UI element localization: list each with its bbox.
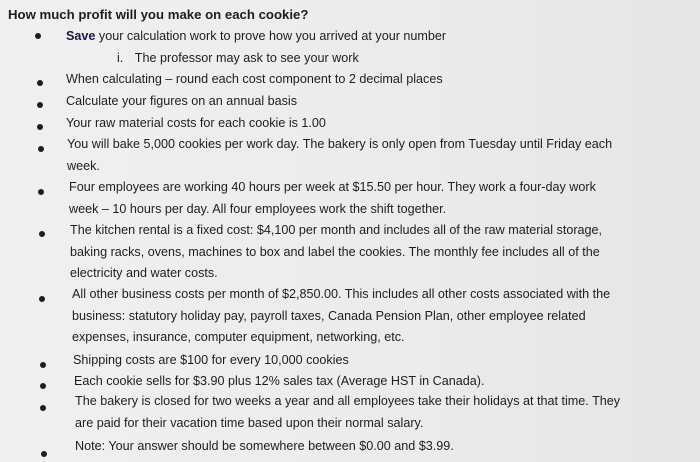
list-item xyxy=(66,113,326,135)
list-item-line: All other business costs per month of $2,850.00. This includes all other costs associated with the xyxy=(72,287,611,301)
list-item-text: Your raw material costs for each cookie is 1.00 xyxy=(66,116,326,130)
list-item xyxy=(75,391,620,434)
bullet-icon xyxy=(39,296,45,302)
sub-list-marker: i. xyxy=(117,51,124,65)
sub-list-item xyxy=(117,51,359,65)
bullet-icon xyxy=(38,146,44,152)
list-item-line: expenses, insurance, computer equipment, networking, etc. xyxy=(72,330,405,344)
list-item xyxy=(66,69,443,91)
list-item xyxy=(66,91,297,113)
list-item-text: your calculation work to prove how you arrived at your number xyxy=(95,29,447,43)
bullet-icon xyxy=(40,383,46,389)
bullet-icon xyxy=(37,102,43,108)
list-item xyxy=(73,350,349,372)
sub-list-text: The professor may ask to see your work xyxy=(134,51,359,65)
list-item xyxy=(66,26,446,48)
emphasis-text: Save xyxy=(66,29,96,43)
list-item xyxy=(74,371,484,393)
list-item xyxy=(72,284,610,349)
question-title: How much profit will you make on each cookie? xyxy=(8,7,309,22)
list-item xyxy=(70,220,602,285)
list-item xyxy=(69,177,596,220)
list-item-line: business: statutory holiday pay, payroll taxes, Canada Pension Plan, other employee related xyxy=(72,308,586,323)
list-item-line: are paid for their vacation time based upon their normal salary. xyxy=(75,415,424,430)
bullet-icon xyxy=(40,362,46,368)
bullet-icon xyxy=(39,231,45,237)
list-item xyxy=(67,134,612,177)
bullet-icon xyxy=(37,80,43,86)
list-item-line: baking racks, ovens, machines to box and label the cookies. The monthly fee includes all of the xyxy=(70,244,600,259)
list-item-line: Four employees are working 40 hours per week at $15.50 per hour. They work a four-day work xyxy=(69,180,596,194)
list-item-text: Each cookie sells for $3.90 plus 12% sales tax (Average HST in Canada). xyxy=(74,374,485,388)
bullet-icon xyxy=(38,189,44,195)
list-item-text: When calculating – round each cost component to 2 decimal places xyxy=(66,72,443,86)
list-item-line: week. xyxy=(67,158,100,173)
list-item-text: Shipping costs are $100 for every 10,000 cookies xyxy=(73,353,349,367)
bullet-icon xyxy=(41,451,47,457)
list-item-text: Calculate your figures on an annual basis xyxy=(66,94,298,108)
bullet-icon xyxy=(35,33,41,39)
list-item-line: electricity and water costs. xyxy=(70,266,218,280)
list-item-text: Note: Your answer should be somewhere between $0.00 and $3.99. xyxy=(75,439,454,453)
bullet-icon xyxy=(40,405,46,411)
list-item-line: The bakery is closed for two weeks a year and all employees take their holidays at that time. They xyxy=(75,394,621,408)
list-item-line: week – 10 hours per day. All four employees work the shift together. xyxy=(69,201,447,216)
list-item xyxy=(75,436,454,458)
list-item-line: You will bake 5,000 cookies per work day. The bakery is only open from Tuesday until Friday each xyxy=(67,137,613,151)
list-item-line: The kitchen rental is a fixed cost: $4,100 per month and includes all of the raw material storage, xyxy=(70,223,603,237)
bullet-icon xyxy=(37,124,43,130)
